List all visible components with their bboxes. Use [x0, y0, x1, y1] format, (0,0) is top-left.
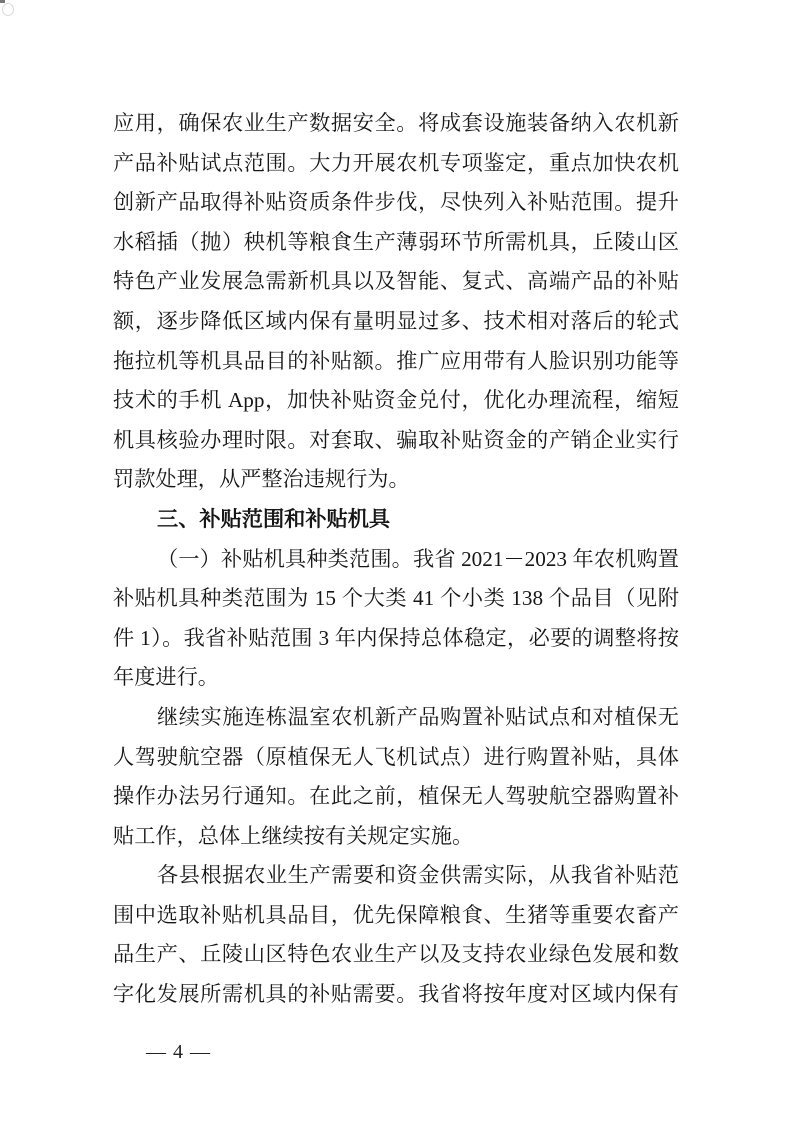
scan-artifact-ring [2, 3, 14, 16]
text-line: 额，逐步降低区域内保有量明显过多、技术相对落后的轮式 [113, 308, 679, 333]
text-line: 年度进行。 [113, 665, 219, 690]
text-line: 产品补贴试点范围。大力开展农机专项鉴定，重点加快农机 [113, 150, 679, 175]
section-heading: 三、补贴范围和补贴机具 [157, 506, 391, 531]
text-line: 操作办法另行通知。在此之前，植保无人驾驶航空器购置补 [113, 784, 679, 809]
text-line: （一）补贴机具种类范围。我省 2021－2023 年农机购置 [157, 546, 679, 571]
text-line: 人驾驶航空器（原植保无人飞机试点）进行购置补贴，具体 [113, 744, 679, 769]
text-line: 贴工作，总体上继续按有关规定实施。 [113, 823, 474, 848]
text-line: 各县根据农业生产需要和资金供需实际，从我省补贴范 [157, 863, 679, 888]
page-number: — 4 — [146, 1041, 211, 1063]
text-line: 机具核验办理时限。对套取、骗取补贴资金的产销企业实行 [113, 427, 679, 452]
text-line: 继续实施连栋温室农机新产品购置补贴试点和对植保无 [157, 704, 679, 729]
text-line: 围中选取补贴机具品目，优先保障粮食、生猪等重要农畜产 [113, 902, 679, 927]
text-line: 字化发展所需机具的补贴需要。我省将按年度对区域内保有 [113, 982, 679, 1007]
scan-artifact-dot [0, 0, 5, 3]
text-line: 拖拉机等机具品目的补贴额。推广应用带有人脸识别功能等 [113, 348, 679, 373]
text-line: 应用，确保农业生产数据安全。将成套设施装备纳入农机新 [113, 111, 679, 135]
text-line: 补贴机具种类范围为 15 个大类 41 个小类 138 个品目（见附 [113, 586, 679, 611]
text-line: 罚款处理，从严整治违规行为。 [113, 467, 410, 492]
text-line: 创新产品取得补贴资质条件步伐，尽快列入补贴范围。提升 [113, 190, 679, 215]
text-line: 品生产、丘陵山区特色农业生产以及支持农业绿色发展和数 [113, 942, 679, 967]
text-line: 水稻插（抛）秧机等粮食生产薄弱环节所需机具，丘陵山区 [113, 229, 679, 254]
text-line: 特色产业发展急需新机具以及智能、复式、高端产品的补贴 [113, 269, 679, 294]
document-body [113, 104, 679, 1015]
text-line: 技术的手机 App，加快补贴资金兑付，优化办理流程，缩短 [113, 388, 679, 413]
text-line: 件 1）。我省补贴范围 3 年内保持总体稳定，必要的调整将按 [113, 625, 679, 650]
